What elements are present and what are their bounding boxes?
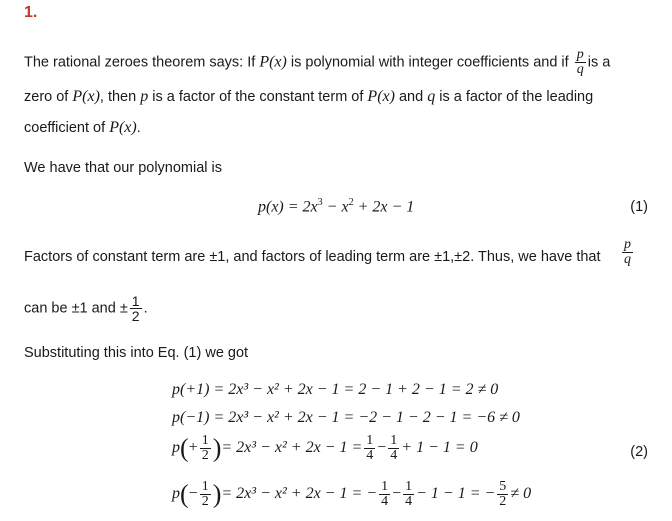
text: is polynomial with integer coefficients and if (286, 54, 573, 71)
fraction (388, 434, 399, 463)
denominator: 4 (366, 448, 374, 463)
fraction (497, 480, 508, 509)
numerator: 1 (390, 433, 398, 448)
text: is a (587, 54, 611, 71)
math-p: p (140, 88, 149, 105)
denominator: 2 (499, 494, 507, 509)
expression: = 2x³ − x² + 2x − 1 = (221, 439, 363, 457)
expression: ≠ 0 (510, 485, 532, 503)
fraction-one-half (130, 294, 142, 323)
math-q: q (427, 88, 436, 105)
equation-1 (258, 197, 414, 216)
numerator: p (576, 47, 584, 62)
text: . (136, 120, 141, 136)
text: coefficient of (24, 120, 110, 136)
fraction (379, 480, 390, 509)
equation-2-row-2: p(−1) = 2x³ − x² + 2x − 1 = −2 − 1 − 2 − 1 = −6 ≠ 0 (172, 409, 520, 426)
problem-number: 1. (24, 4, 38, 21)
denominator: 2 (201, 448, 209, 463)
fraction-p-over-q (622, 238, 633, 267)
p-letter: p (172, 439, 180, 457)
denominator: 4 (381, 494, 389, 509)
theorem-line-3 (24, 119, 141, 137)
polynomial-intro: We have that our polynomial is (24, 160, 223, 176)
factors-line (24, 248, 601, 266)
text: is a factor of the constant term of (148, 89, 368, 105)
sign: − (188, 485, 198, 503)
right-paren: ) (212, 433, 222, 463)
numerator: 1 (201, 479, 209, 494)
math-Px: P(x) (72, 88, 100, 105)
math-Px: P(x) (109, 119, 137, 136)
eq1-rhs: + 2x − 1 (353, 198, 415, 216)
equation-number-2: (2) (630, 444, 648, 460)
text: The rational zeroes theorem says: If (24, 54, 260, 71)
denominator: 2 (201, 494, 209, 509)
numerator: 1 (405, 479, 413, 494)
numerator: 5 (499, 479, 507, 494)
math-Px: P(x) (259, 53, 287, 71)
denominator: 4 (390, 448, 398, 463)
denominator: q (624, 252, 631, 267)
equation-number-1: (1) (630, 199, 648, 215)
theorem-line-1 (24, 48, 610, 77)
numerator: p (624, 237, 631, 252)
expression: − 1 − 1 = − (416, 485, 496, 503)
text: Factors of constant term are ±1, and factors of leading term are ±1,±2. Thus, we have that (24, 249, 601, 265)
candidates-line (24, 294, 148, 323)
text: is a factor of the leading (435, 89, 594, 105)
numerator: 1 (201, 433, 209, 448)
fraction (403, 480, 414, 509)
minus: − (392, 485, 402, 503)
denominator: 2 (131, 308, 140, 324)
theorem-line-2 (24, 88, 593, 106)
right-paren: ) (212, 479, 222, 509)
fraction (200, 434, 211, 463)
left-paren: ( (180, 433, 189, 463)
numerator: 1 (131, 293, 140, 309)
denominator: 4 (405, 494, 413, 509)
sign: + (188, 439, 198, 457)
math-Px: P(x) (367, 88, 395, 105)
fraction (200, 480, 211, 509)
numerator: 1 (381, 479, 389, 494)
denominator: q (576, 62, 584, 77)
eq1-exp: 3 (317, 197, 323, 208)
minus: − (377, 439, 387, 457)
p-letter: p (172, 485, 180, 503)
text: and (394, 89, 428, 105)
equation-2-row-1: p(+1) = 2x³ − x² + 2x − 1 = 2 − 1 + 2 − 1 = 2 ≠ 0 (172, 381, 499, 398)
equation-2-row-4 (172, 480, 531, 509)
numerator: 1 (366, 433, 374, 448)
eq1-mid: − x (322, 198, 349, 216)
expression: = 2x³ − x² + 2x − 1 = − (221, 485, 378, 503)
text: . (143, 300, 148, 317)
fraction-p-over-q (575, 48, 586, 77)
text: , then (99, 89, 141, 105)
expression: + 1 − 1 = 0 (401, 439, 478, 457)
eq1-exp2: 2 (348, 197, 354, 208)
text: zero of (24, 89, 73, 105)
equation-2-row-3 (172, 434, 478, 463)
text: can be ±1 and ± (24, 300, 128, 317)
fraction (364, 434, 375, 463)
left-paren: ( (180, 479, 189, 509)
eq1-lhs: p(x) = 2x (258, 198, 318, 216)
substitution-intro: Substituting this into Eq. (1) we got (24, 345, 249, 361)
